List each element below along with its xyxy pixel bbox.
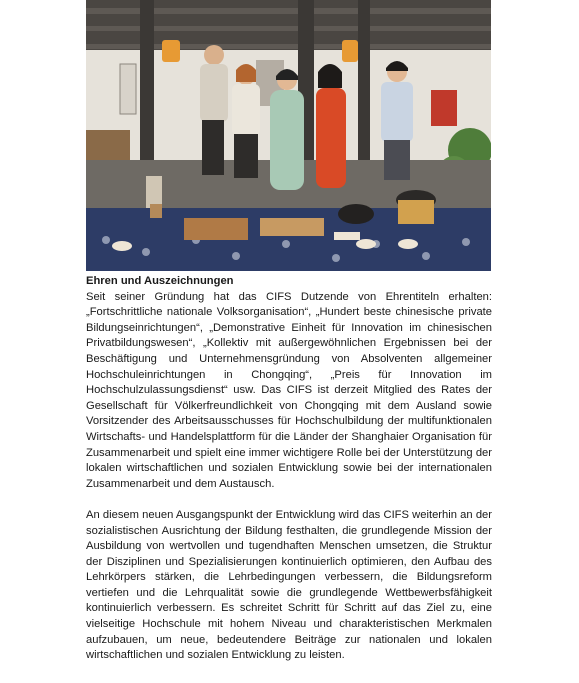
paragraph-development: An diesem neuen Ausgangspunkt der Entwicklung wird das CIFS weiterhin an der sozialistischen Ausrichtung der Bildung festhalten, die grundlegende Mission der Ausbildung von wertvollen und tugendhaften Menschen umsetzen, die Struktur der Disziplinen und Spezialisierungen kontinuierlich optimieren, den Aufbau des Lehrkörpers stärken, die Lehrbedingungen verbessern, die Bildungsreform vertiefen und die Lehrqualität sowie die grundlegende Wettbewerbsfähigkeit kontinuierlich verbessern. Es schreitet Schritt für Schritt auf das Ziel zu, eine vielseitige Hochschule mit hohem Niveau und charakteristischen Merkmalen aufzubauen, um neue, bedeutendere Beiträge zur nationalen und lokalen wirtschaftlichen und sozialen Entwicklung zu leisten. [86,508,492,662]
section-heading: Ehren und Auszeichnungen [86,275,234,287]
group-photo [86,0,491,271]
paragraph-honors: Seit seiner Gründung hat das CIFS Dutzende von Ehrentiteln erhalten: „Fortschrittliche nationale Volksorganisation“, „Hundert beste chinesische private Bildungseinrichtungen“, „Demonstrative Einheit für Innovation im chinesischen Privatbildungswesen“, „Kollektiv mit außergewöhnlichen Ergebnissen bei der Beschäftigung und Unternehmensgründung von Absolventen allgemeiner Hochschuleinrichtungen in Chongqing“, „Preis für Innovation im Hochschulzulassungsdienst“ usw. Das CIFS ist derzeit Mitglied des Rates der Gesellschaft für Völkerfreundlichkeit von Chongqing mit dem Ausland sowie Vorsitzender des Arbeitsausschusses für Hochschulbildung der multifunktionalen Wirtschafts- und Handelsplattform für die Länder der Shanghaier Organisation für Zusammenarbeit und spielt eine immer wichtigere Rolle bei der Unterstützung der lokalen wirtschaftlichen und sozialen Entwicklung sowie bei der internationalen Zusammenarbeit und dem Austausch. [86,290,492,490]
text-block [86,274,492,664]
